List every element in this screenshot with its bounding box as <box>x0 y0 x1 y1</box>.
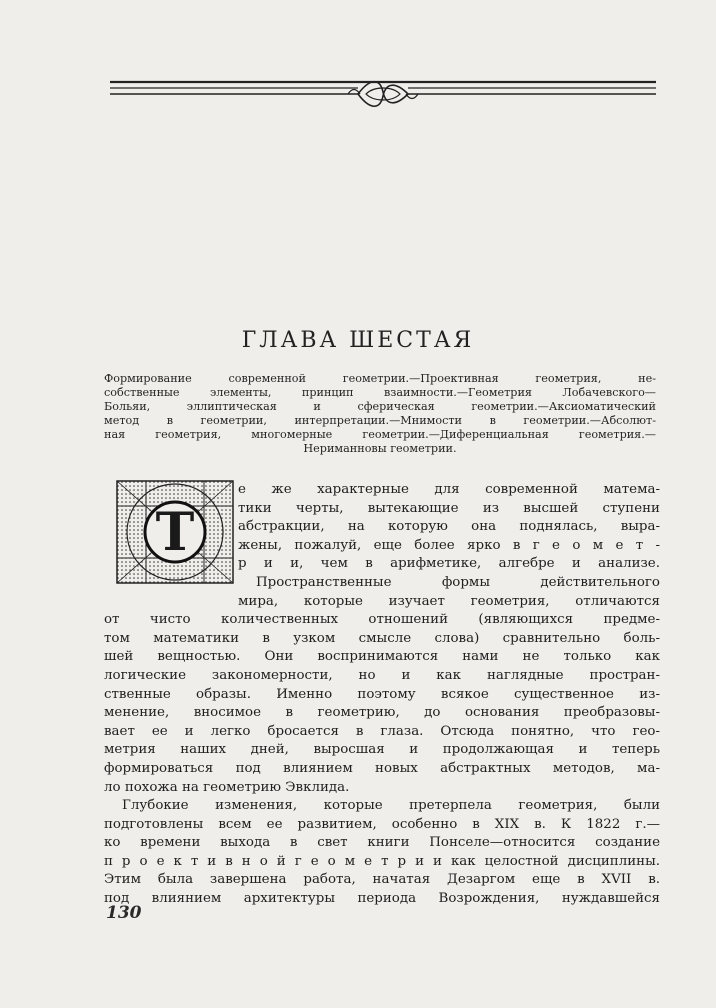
summary-line: ная геометрия, многомерные геометрии.—Диференциальная геометрия.— <box>104 428 656 441</box>
text-line: формироваться под влиянием новых абстрактных методов, ма- <box>104 760 660 776</box>
text-line: подготовлены всем ее развитием, особенно в XIX в. К 1822 г.— <box>104 816 660 832</box>
text-line: том математики в узком смысле слова) сравнительно боль- <box>104 630 660 646</box>
summary-line: Нериманновы геометрии. <box>303 442 457 455</box>
chapter-title: ГЛАВА ШЕСТАЯ <box>241 328 475 353</box>
text-line: мира, которые изучает геометрия, отличаются <box>238 593 660 609</box>
text-line: жены, пожалуй, еще более ярко в г е о м е т - <box>238 537 660 553</box>
text-line: ло похожа на геометрию Эвклида. <box>104 779 350 795</box>
text-line: Этим была завершена работа, начатая Дезаргом еще в XVII в. <box>104 872 660 888</box>
text-line: метрия наших дней, выросшая и продолжающая и теперь <box>104 742 660 758</box>
text-line: шей вещностью. Они воспринимаются нами не только как <box>104 649 660 665</box>
text-line: тики черты, вытекающие из высшей ступени <box>238 500 660 516</box>
summary-line: метод в геометрии, интерпретации.—Мнимости в геометрии.—Абсолют- <box>104 414 656 427</box>
summary-line: собственные элементы, принцип взаимности.—Геометрия Лобачевского— <box>104 386 656 399</box>
text-line: от чисто количественных отношений (являющихся предме- <box>104 612 660 628</box>
text-line: вает ее и легко бросается в глаза. Отсюда понятно, что гео- <box>104 723 660 739</box>
text-line: п р о е к т и в н о й г е о м е т р и и как целостной дисциплины. <box>104 853 660 869</box>
chapter-summary <box>104 372 656 456</box>
text-line: Глубокие изменения, которые претерпела геометрия, были <box>122 798 660 814</box>
header-ornament <box>108 68 658 128</box>
text-line: ственные образы. Именно поэтому всякое существенное из- <box>104 686 660 702</box>
text-line: абстракции, на которую она поднялась, выра- <box>238 519 660 535</box>
text-line: ко времени выхода в свет книги Понселе—относится создание <box>104 835 660 851</box>
summary-line: Больяи, эллиптическая и сферическая геометрии.—Аксиоматический <box>104 400 656 413</box>
text-line: р и и, чем в арифметике, алгебре и анализе. <box>238 556 660 572</box>
body-text <box>104 481 660 909</box>
text-line: под влиянием архитектуры периода Возрождения, нуждавшейся <box>104 891 660 907</box>
drop-cap-letter: Т <box>155 501 195 563</box>
summary-line: Формирование современной геометрии.—Проективная геометрия, не- <box>104 372 656 385</box>
text-line: е же характерные для современной матема- <box>238 482 660 497</box>
text-line: Пространственные формы действительного <box>256 574 660 590</box>
text-line: менение, вносимое в геометрию, до основания преобразовы- <box>104 705 660 721</box>
text-line: логические закономерности, но и как наглядные простран- <box>104 667 660 683</box>
page-number: 130 <box>106 903 142 923</box>
